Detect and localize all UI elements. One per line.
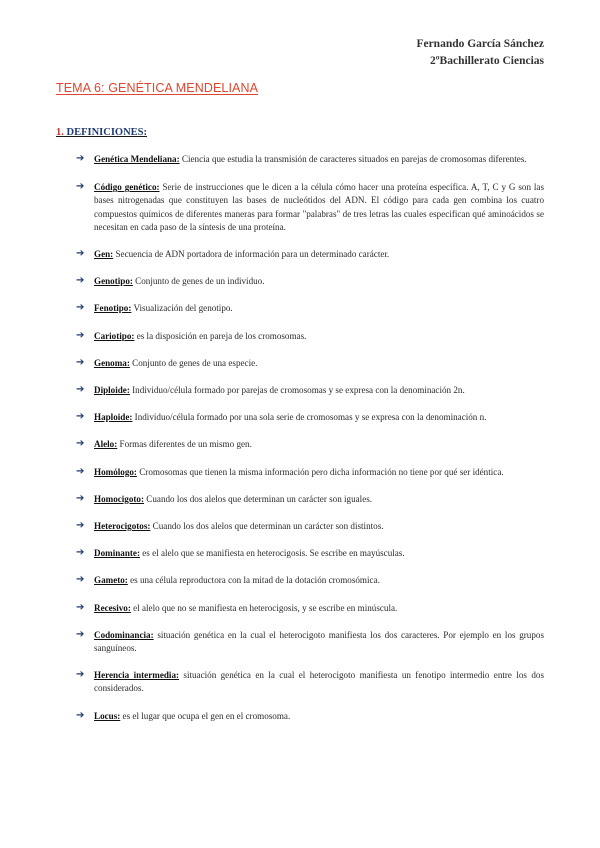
definition-item [76,411,544,424]
arrow-bullet-icon: ➔ [76,601,85,613]
arrow-bullet-icon: ➔ [76,492,85,504]
definition-text: Conjunto de genes de una especie. [129,357,258,368]
definition-term: Gen: [94,249,114,260]
arrow-bullet-icon: ➔ [76,465,85,477]
definition-item [76,669,544,695]
arrow-bullet-icon: ➔ [76,411,85,423]
course-name: 2ºBachillerato Ciencias [430,55,544,67]
definition-text: Secuencia de ADN portadora de información para un determinado carácter. [113,249,390,260]
definition-term: Homólogo: [94,466,137,477]
section-number: 1. [56,127,64,138]
arrow-bullet-icon: ➔ [76,248,85,260]
definition-item [76,602,544,615]
arrow-bullet-icon: ➔ [76,181,85,193]
definition-term: Genotipo: [94,276,133,287]
definition-text: Individuo/célula formado por parejas de cromosomas y se expresa con la denominación 2n. [129,385,465,396]
definition-item [76,275,544,288]
definition-term: Gameto: [94,575,128,586]
document-header [416,36,544,70]
definition-term: Dominante: [94,548,140,559]
definition-item [76,520,544,533]
definition-item [76,574,544,587]
arrow-bullet-icon: ➔ [76,356,85,368]
definition-term: Heterocigotos: [94,521,151,532]
definition-term: Genética Mendeliana: [94,154,180,164]
definition-item [76,302,544,315]
arrow-bullet-icon: ➔ [76,574,85,586]
definition-text: Formas diferentes de un mismo gen. [117,439,252,450]
definition-text: es el lugar que ocupa el gen en el cromosoma. [120,710,291,721]
arrow-bullet-icon: ➔ [76,302,85,314]
definition-term: Recesivo: [94,602,131,613]
definition-item [76,181,544,234]
definition-text: Ciencia que estudia la transmisión de caracteres situados en parejas de cromosomas diferentes. [179,154,527,164]
arrow-bullet-icon: ➔ [76,628,85,640]
definition-text: Cromosomas que tienen la misma información pero dicha información no tiene por qué ser idéntica. [136,466,504,477]
definition-text: es una célula reproductora con la mitad de la dotación cromosómica. [127,575,380,586]
arrow-bullet-icon: ➔ [76,275,85,287]
definition-item [76,153,544,166]
arrow-bullet-icon: ➔ [76,669,85,681]
definition-term: Herencia intermedia: [94,670,180,681]
arrow-bullet-icon: ➔ [76,153,85,164]
definition-term: Alelo: [94,439,118,450]
definition-text: es la disposición en pareja de los cromosomas. [134,330,307,341]
page-title: TEMA 6: GENÉTICA MENDELIANA [56,81,259,95]
arrow-bullet-icon: ➔ [76,384,85,396]
definition-text: Cuando los dos alelos que determinan un carácter son iguales. [144,493,373,504]
definition-text: Conjunto de genes de un individuo. [132,276,265,287]
definition-term: Locus: [94,710,121,721]
definition-term: Fenotipo: [94,303,132,314]
definition-term: Código genético: [94,182,160,193]
arrow-bullet-icon: ➔ [76,709,85,721]
definition-text: es el alelo que se manifiesta en heterocigosis. Se escribe en mayúsculas. [139,548,405,559]
definition-text: Serie de instrucciones que le dicen a la célula cómo hacer una proteína específica. A, T, C y G son las bases nitrogenadas que constituyen las bases de nucleótidos del ADN. El código para cada gen combina los cuatro compuestos químicos de diferentes maneras para formar "palabras" de tres letras las cuales especifican qué aminoácidos se necesitan en cada paso de la síntesis de una proteína. [94,182,544,232]
definition-item [76,438,544,451]
definition-item [76,248,544,261]
definition-item [76,384,544,397]
definition-text: Individuo/célula formado por una sola serie de cromosomas y se expresa con la denominación n. [132,412,487,423]
definition-text: situación genética en la cual el heterocigoto manifiesta los dos caracteres. Por ejemplo en los grupos sanguíneos. [94,629,544,654]
arrow-bullet-icon: ➔ [76,520,85,532]
definition-term: Diploide: [94,385,130,396]
definition-text: el alelo que no se manifiesta en heterocigosis, y se escribe en minúscula. [130,602,398,613]
definition-item [76,493,544,506]
definition-text: Cuando los dos alelos que determinan un carácter son distintos. [150,521,384,532]
definition-item [76,466,544,479]
arrow-bullet-icon: ➔ [76,329,85,341]
definition-item [76,357,544,370]
arrow-bullet-icon: ➔ [76,438,85,450]
definition-item [76,710,544,723]
definition-term: Genoma: [94,357,130,368]
author-name: Fernando García Sánchez [416,38,544,50]
arrow-bullet-icon: ➔ [76,547,85,559]
definition-item [76,547,544,560]
definition-term: Homocigoto: [94,493,145,504]
definition-text: situación genética en la cual el heterocigoto manifiesta un fenotipo intermedio entre los dos considerados. [94,670,544,694]
definition-item [76,330,544,343]
definition-term: Cariotipo: [94,330,135,341]
definition-term: Haploide: [94,412,133,423]
section-label: DEFINICIONES: [66,127,148,138]
section-heading [56,127,147,138]
definition-item [76,629,544,655]
definitions-list [76,153,544,723]
definition-term: Codominancia: [94,629,154,640]
definition-text: Visualización del genotipo. [131,303,233,314]
